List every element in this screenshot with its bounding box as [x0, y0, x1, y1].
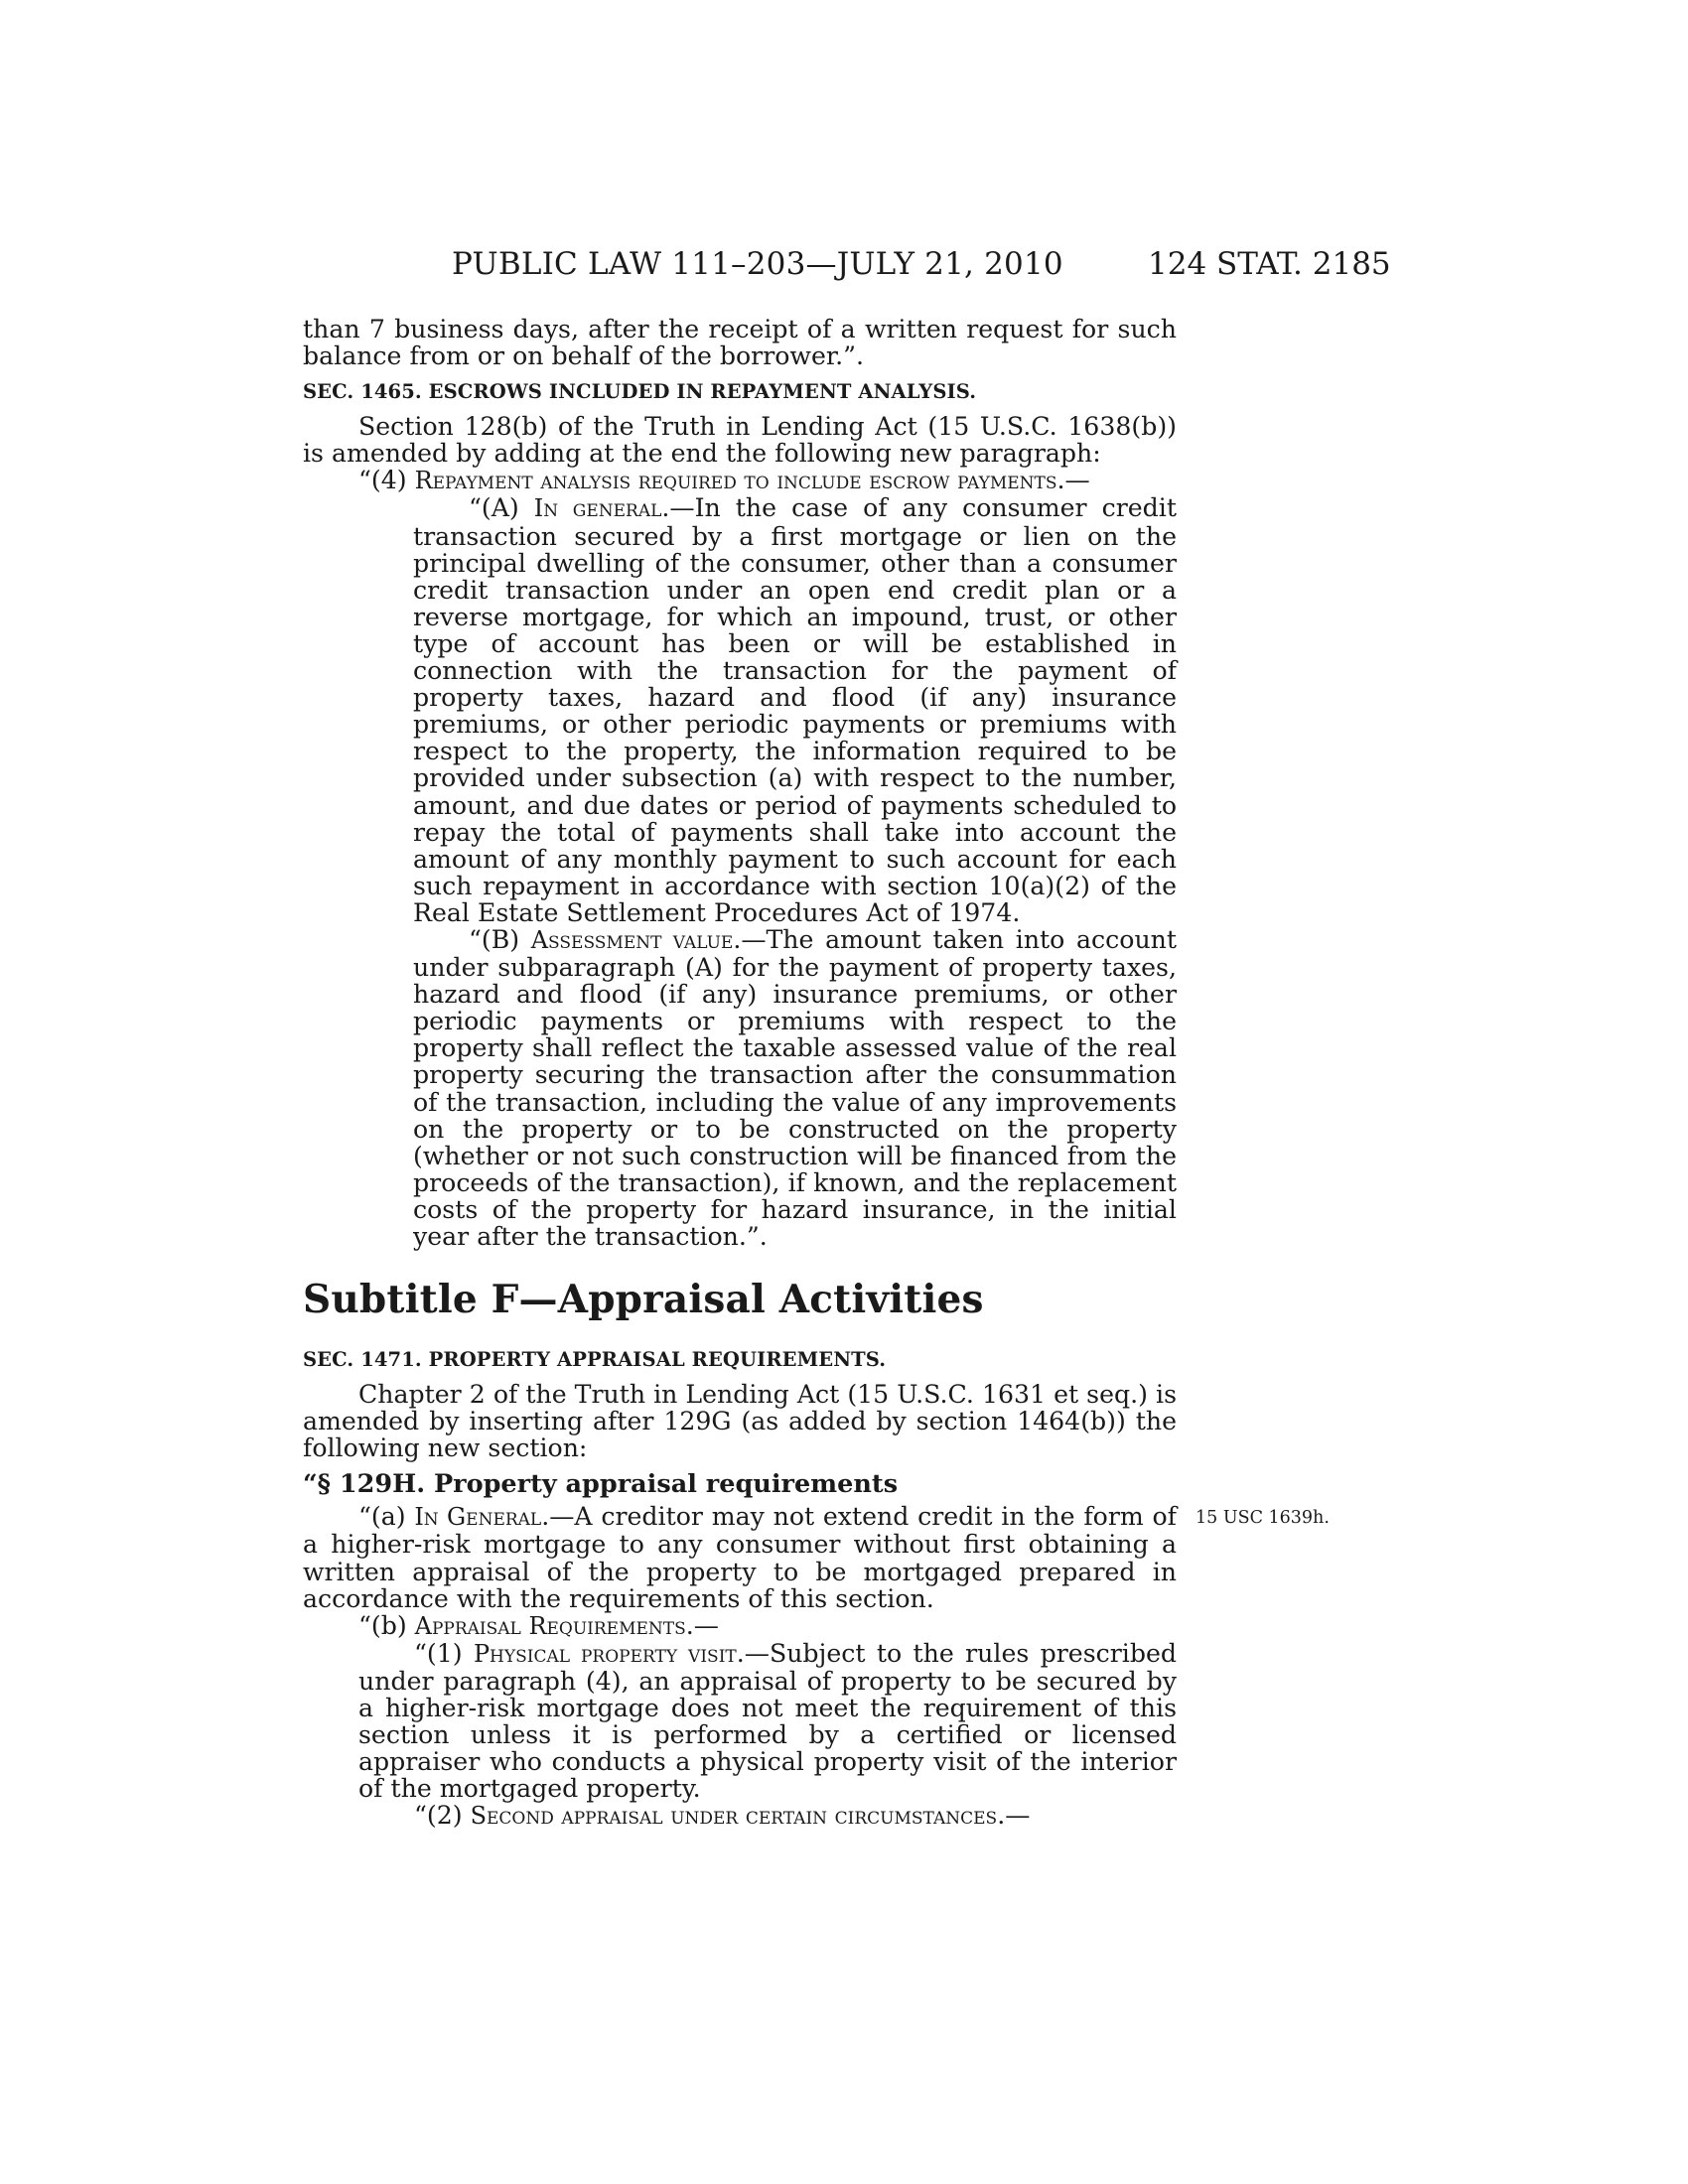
paragraph-4-heading: Repayment analysis required to include escrow payments — [414, 467, 1057, 495]
subparagraph-b — [303, 926, 1177, 1250]
paragraph-1 — [303, 1640, 1177, 1803]
subsection-a-number: “(a) — [358, 1502, 415, 1532]
paragraph-4-number: “(4) — [358, 466, 415, 495]
subparagraph-b-heading: Assessment value — [530, 925, 734, 954]
paragraph-1-number: “(1) — [414, 1638, 474, 1668]
section-1465-heading: SEC. 1465. ESCROWS INCLUDED IN REPAYMENT ANALYSIS. — [303, 380, 977, 404]
running-head-folio: 124 STAT. 2185 — [1148, 246, 1391, 282]
subparagraph-a-number: “(A) — [469, 493, 534, 523]
paragraph-2-dash: .— — [997, 1801, 1031, 1831]
subsection-b-heading: Appraisal Requirements — [414, 1611, 686, 1640]
paragraph-2 — [303, 1802, 1177, 1830]
subparagraph-a — [303, 494, 1177, 926]
subsection-b-dash: .— — [685, 1610, 719, 1640]
margin-note-usc-citation: 15 USC 1639h. — [1196, 1508, 1330, 1528]
subsection-a — [303, 1503, 1177, 1611]
paragraph-1-heading: Physical property visit — [473, 1639, 737, 1668]
running-head-title: PUBLIC LAW 111–203—JULY 21, 2010 — [452, 246, 1063, 282]
paragraph-4-dash: .— — [1056, 466, 1090, 495]
section-1471-heading: SEC. 1471. PROPERTY APPRAISAL REQUIREMENTS. — [303, 1348, 887, 1372]
section-1465-intro: Section 128(b) of the Truth in Lending Act (15 U.S.C. 1638(b)) is amended by adding at the end the following new paragraph: — [303, 412, 1177, 469]
subparagraph-a-heading: In general — [533, 494, 662, 523]
body-text — [303, 316, 1177, 1831]
subsection-b-number: “(b) — [358, 1610, 415, 1640]
paragraph-2-heading: Second appraisal under certain circumstances — [470, 1802, 998, 1831]
paragraph-2-number: “(2) — [414, 1801, 471, 1831]
subsection-a-text: .—A creditor may not extend credit in the form of a higher-risk mortgage to any consumer without first obtaining a written appraisal of the property to be mortgaged prepared in accordance with the requirements of this section. — [303, 1502, 1177, 1613]
section-1471-intro: Chapter 2 of the Truth in Lending Act (15 U.S.C. 1631 et seq.) is amended by inserting after 129G (as added by section 1464(b)) the following new section: — [303, 1380, 1177, 1463]
paragraph-1-text: .—Subject to the rules prescribed under paragraph (4), an appraisal of property to be secured by a higher-risk mortgage does not meet the requirement of this section unless it is performed by a certified or licensed appraiser who conducts a physical property visit of the interior of the mortgaged property. — [358, 1638, 1177, 1804]
section-129h-heading: “§ 129H. Property appraisal requirements — [303, 1469, 899, 1500]
paragraph-4 — [303, 467, 1177, 494]
subtitle-heading: Subtitle F—Appraisal Activities — [303, 1277, 984, 1323]
subsection-a-heading: In General — [414, 1503, 542, 1532]
subparagraph-b-number: “(B) — [469, 924, 531, 954]
subparagraph-b-text: .—The amount taken into account under subparagraph (A) for the payment of property taxes, hazard and flood (if any) insurance premiums, or other periodic payments or premiums with respect to the property shall reflect the taxable assessed value of the real property securing the transaction after the consummation of the transaction, including the value of any improvements on the property or to be constructed on the property (whether or not such construction will be financed from the proceeds of the transaction), if known, and the replacement costs of the property for hazard insurance, in the initial year after the transaction.”. — [413, 924, 1178, 1251]
continuation-paragraph: than 7 business days, after the receipt of a written request for such balance from or on behalf of the borrower.”. — [303, 315, 1177, 371]
subparagraph-a-text: .—In the case of any consumer credit transaction secured by a first mortgage or lien on the principal dwelling of the consumer, other than a consumer credit transaction under an open end credit plan or a reverse mortgage, for which an impound, trust, or other type of account has been or will be established in connection with the transaction for the payment of property taxes, hazard and flood (if any) insurance premiums, or other periodic payments or premiums with respect to the property, the information required to be provided under subsection (a) with respect to the number, amount, and due dates or period of payments scheduled to repay the total of payments shall take into account the amount of any monthly payment to such account for each such repayment in accordance with section 10(a)(2) of the Real Estate Settlement Procedures Act of 1974. — [413, 493, 1177, 927]
subsection-b — [303, 1612, 1177, 1640]
